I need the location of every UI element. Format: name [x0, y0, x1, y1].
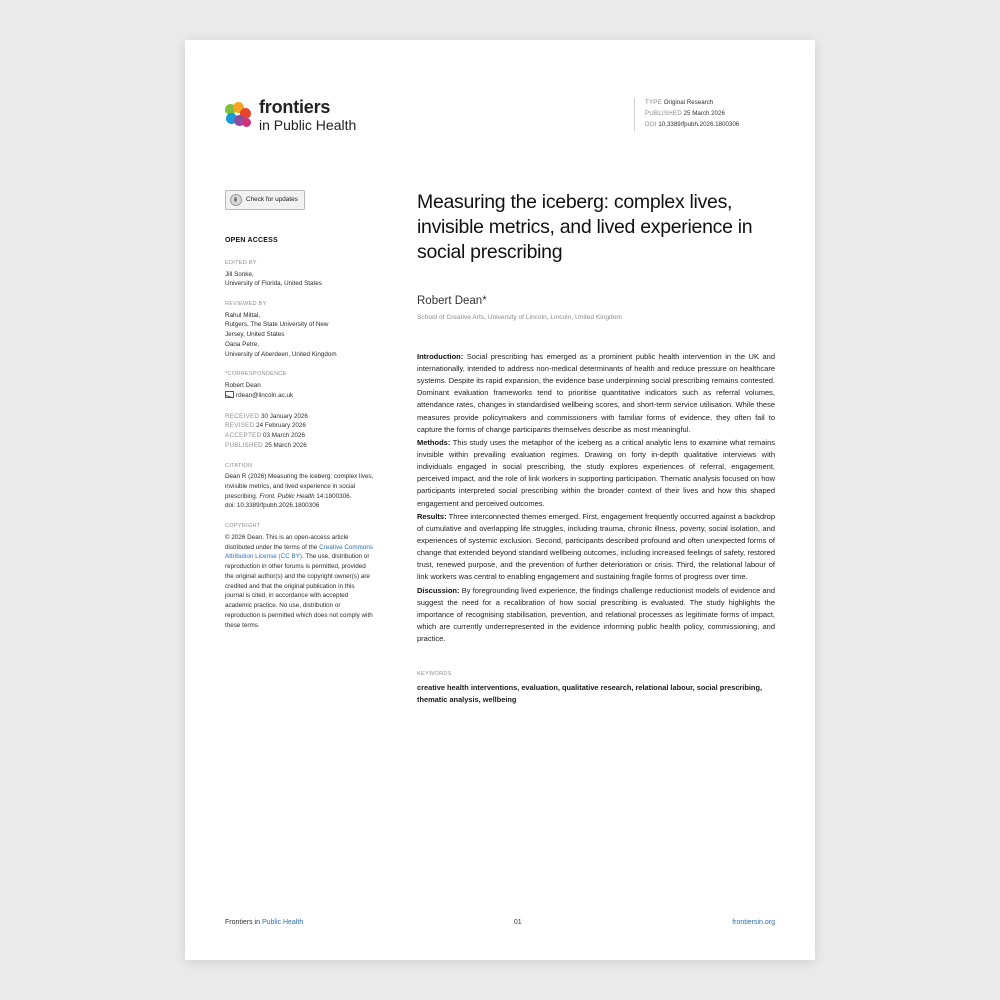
- date-label: REVISED: [225, 422, 255, 430]
- copyright-text: [225, 533, 375, 631]
- correspondence-email-row[interactable]: [225, 391, 375, 401]
- footer-journal: [225, 919, 303, 926]
- date-label: RECEIVED: [225, 412, 260, 420]
- abstract-heading: Results:: [417, 511, 447, 521]
- abstract-body: This study uses the metaphor of the iceberg as a critical analytic lens to examine what remains invisible within prevailing evaluation regimes. Drawing on forty in-depth qualitative interviews with individuals engaged in social prescribing, the study explores experiences of referral, engagement, perceived impact, and the role of link workers in supporting participation. Thematic analysis focused on how participants interpreted social prescribing within the broader context of their lives and how this shaped engagement and perceived outcomes.: [417, 437, 775, 508]
- citation-text: [225, 472, 375, 501]
- citation-main: Dean R (2026) Measuring the iceberg: complex lives, invisible metrics, and lived experience in social prescribing.: [225, 473, 374, 500]
- edited-by-section: [225, 259, 375, 289]
- footer-site: [732, 919, 775, 926]
- copyright-label: COPYRIGHT: [225, 523, 261, 530]
- date-row: [225, 441, 375, 451]
- keywords-list: creative health interventions, evaluation, qualitative research, relational labour, social prescribing, thematic analysis, wellbeing: [417, 683, 763, 705]
- reviewed-by-line: Oana Petre,: [225, 340, 259, 348]
- reviewed-by-label: REVIEWED BY: [225, 301, 267, 307]
- page-title: Measuring the iceberg: complex lives, invisible metrics, and lived experience in social prescribing: [417, 191, 753, 263]
- footer-journal-link[interactable]: Public Health: [261, 919, 304, 926]
- author-affiliation: School of Creative Arts, University of Lincoln, Lincoln, United Kingdom: [417, 313, 622, 321]
- page-header: [185, 40, 815, 150]
- edited-by-line: University of Florida, United States: [225, 280, 322, 288]
- meta-doi-value: 10.3389/fpubh.2026.1800306: [658, 120, 740, 128]
- date-row: [225, 412, 375, 422]
- correspondence-email: rdean@lincoln.ac.uk: [236, 391, 294, 399]
- meta-doi: [645, 120, 775, 131]
- meta-type-value: Original Research: [663, 99, 714, 106]
- abstract-paragraph: [417, 585, 775, 646]
- open-access-badge: OPEN ACCESS: [225, 237, 278, 244]
- edited-by-label: EDITED BY: [225, 259, 257, 266]
- edited-by-line: Jill Sonke,: [225, 270, 254, 278]
- citation-journal: Front. Public Health: [259, 492, 315, 500]
- meta-doi-label: DOI: [645, 120, 657, 128]
- article-main: [417, 190, 775, 706]
- meta-type-label: TYPE: [645, 99, 662, 106]
- date-value: 30 January 2026: [260, 412, 308, 420]
- meta-type: [645, 98, 775, 109]
- reviewed-by-line: Jersey, United States: [225, 331, 285, 339]
- date-row: [225, 421, 375, 431]
- copyright-part-1: © 2026 Dean. This is an open-access article distributed under the terms of the: [225, 533, 349, 551]
- reviewed-by-line: Rutgers, The State University of New: [225, 321, 329, 329]
- frontiersin-link[interactable]: frontiersin.org: [732, 919, 775, 926]
- check-for-updates-label: Check for updates: [246, 196, 298, 204]
- check-for-updates-button[interactable]: [225, 190, 305, 210]
- article-page: [185, 40, 815, 960]
- abstract-paragraph: [417, 351, 775, 436]
- abstract-heading: Methods:: [417, 437, 451, 447]
- page-footer: [225, 919, 775, 926]
- meta-published: [645, 109, 775, 120]
- correspondence-label: *CORRESPONDENCE: [225, 371, 287, 378]
- footer-journal-prefix: Frontiers in: [225, 919, 262, 926]
- correspondence-section: [225, 370, 375, 400]
- keywords-label: KEYWORDS: [417, 671, 452, 678]
- abstract: [417, 351, 775, 645]
- reviewed-by-line: University of Aberdeen, United Kingdom: [225, 350, 337, 358]
- date-row: [225, 431, 375, 441]
- abstract-heading: Discussion:: [417, 585, 460, 595]
- author-name[interactable]: Robert Dean*: [417, 294, 487, 307]
- abstract-body: Three interconnected themes emerged. First, engagement frequently occurred against a backdrop of cumulative and overlapping life struggles, including trauma, chronic illness, poverty, social isolation, and experiences of systemic exclusion. Second, participants described profound and often unexpected forms of change that extended beyond standard wellbeing outcomes, including increased feelings of safety, restored trust, renewed purpose, and the prevention of further deterioration or crisis. Third, the relational labour of link workers was central to enabling engagement and sustaining fragile forms of progress over time.: [417, 511, 775, 582]
- copyright-section: [225, 522, 375, 630]
- date-label: ACCEPTED: [225, 432, 262, 440]
- meta-published-value: 25 March 2026: [683, 109, 725, 117]
- date-value: 24 February 2026: [256, 422, 306, 430]
- copyright-part-2: . The use, distribution or reproduction in other forums is permitted, provided the original author(s) and the copyright owner(s) are credited and that the original publication in this journal is cited, in accordance with accepted academic practice. No use, distribution or reproduction is permitted which does not comply with these terms.: [225, 553, 373, 629]
- date-value: 03 March 2026: [263, 432, 306, 440]
- reviewed-by-line: Rahul Mittal,: [225, 311, 260, 319]
- abstract-paragraph: [417, 511, 775, 584]
- envelope-icon: [225, 391, 234, 398]
- crossmark-icon: [230, 194, 242, 206]
- citation-tail: 14:1800306.: [316, 492, 352, 500]
- dates-section: [225, 412, 375, 451]
- abstract-body: Social prescribing has emerged as a prominent public health intervention in the UK and internationally, intended to address non-medical determinants of health and reduce pressure on healthcare systems. Despite its rapid expansion, the evidence base underpinning social prescribing remains contested. Dominant evaluation frameworks tend to prioritise quantitative indicators such as referral volumes, attendance rates, changes in standardised wellbeing scores, and short-term service utilisation. While these measures provide policymakers and commissioners with familiar forms of evidence, they often fail to capture the forms of change participants themselves describe as most meaningful.: [417, 351, 775, 434]
- article-meta: [634, 98, 775, 131]
- date-value: 25 March 2026: [264, 441, 307, 449]
- citation-doi: doi: 10.3389/fpubh.2026.1800306: [225, 502, 320, 510]
- date-label: PUBLISHED: [225, 441, 263, 449]
- citation-label: CITATION: [225, 462, 253, 469]
- abstract-heading: Introduction:: [417, 351, 464, 361]
- abstract-paragraph: [417, 437, 775, 510]
- journal-logo[interactable]: [225, 98, 356, 133]
- meta-published-label: PUBLISHED: [645, 109, 682, 117]
- correspondence-name: Robert Dean: [225, 382, 261, 390]
- reviewed-by-section: [225, 300, 375, 359]
- abstract-body: By foregrounding lived experience, the findings challenge reductionist models of evidence and suggest the need for a recalibration of how social prescribing is evaluated. The study highlights the importance of recognising stabilisation, prevention, and relational processes as legitimate forms of impact, which are currently underrepresented in the evidence informing public health policy, commissioning, and practice.: [417, 585, 775, 644]
- logo-journal-name: in Public Health: [259, 116, 357, 133]
- sidebar: [225, 190, 375, 641]
- cc-license-link[interactable]: Creative Commons Attribution License (CC BY): [225, 543, 374, 561]
- logo-wordmark: frontiers: [259, 97, 331, 117]
- page-number: 01: [513, 919, 522, 926]
- frontiers-logo-icon: [225, 102, 251, 128]
- citation-section: [225, 462, 375, 512]
